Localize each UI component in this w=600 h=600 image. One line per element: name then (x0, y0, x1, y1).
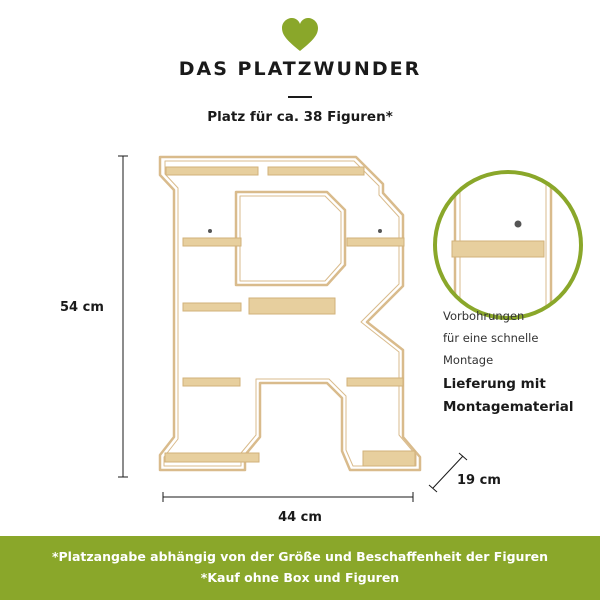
page-title: DAS PLATZWUNDER (178, 58, 422, 80)
delivery-note-line1: Lieferung mit (443, 376, 546, 392)
width-dimension-line (163, 492, 413, 502)
footer-disclaimer-contents: *Kauf ohne Box und Figuren (200, 570, 400, 585)
footer-banner (0, 536, 600, 600)
delivery-note-line2: Montagematerial (443, 399, 574, 415)
predrill-note-line3: Montage (443, 353, 494, 367)
predrill-note-line2: für eine schnelle (443, 331, 539, 345)
footer-disclaimer-capacity: *Platzangabe abhängig von der Größe und Beschaffenheit der Figuren (51, 549, 548, 564)
height-label: 54 cm (60, 300, 104, 315)
depth-label: 19 cm (457, 473, 501, 488)
width-label: 44 cm (278, 510, 322, 525)
zoom-detail (430, 160, 590, 330)
capacity-subtitle: Platz für ca. 38 Figuren* (207, 109, 393, 125)
height-dimension-line (118, 156, 128, 477)
predrill-note-line1: Vorbohrungen (443, 309, 525, 323)
